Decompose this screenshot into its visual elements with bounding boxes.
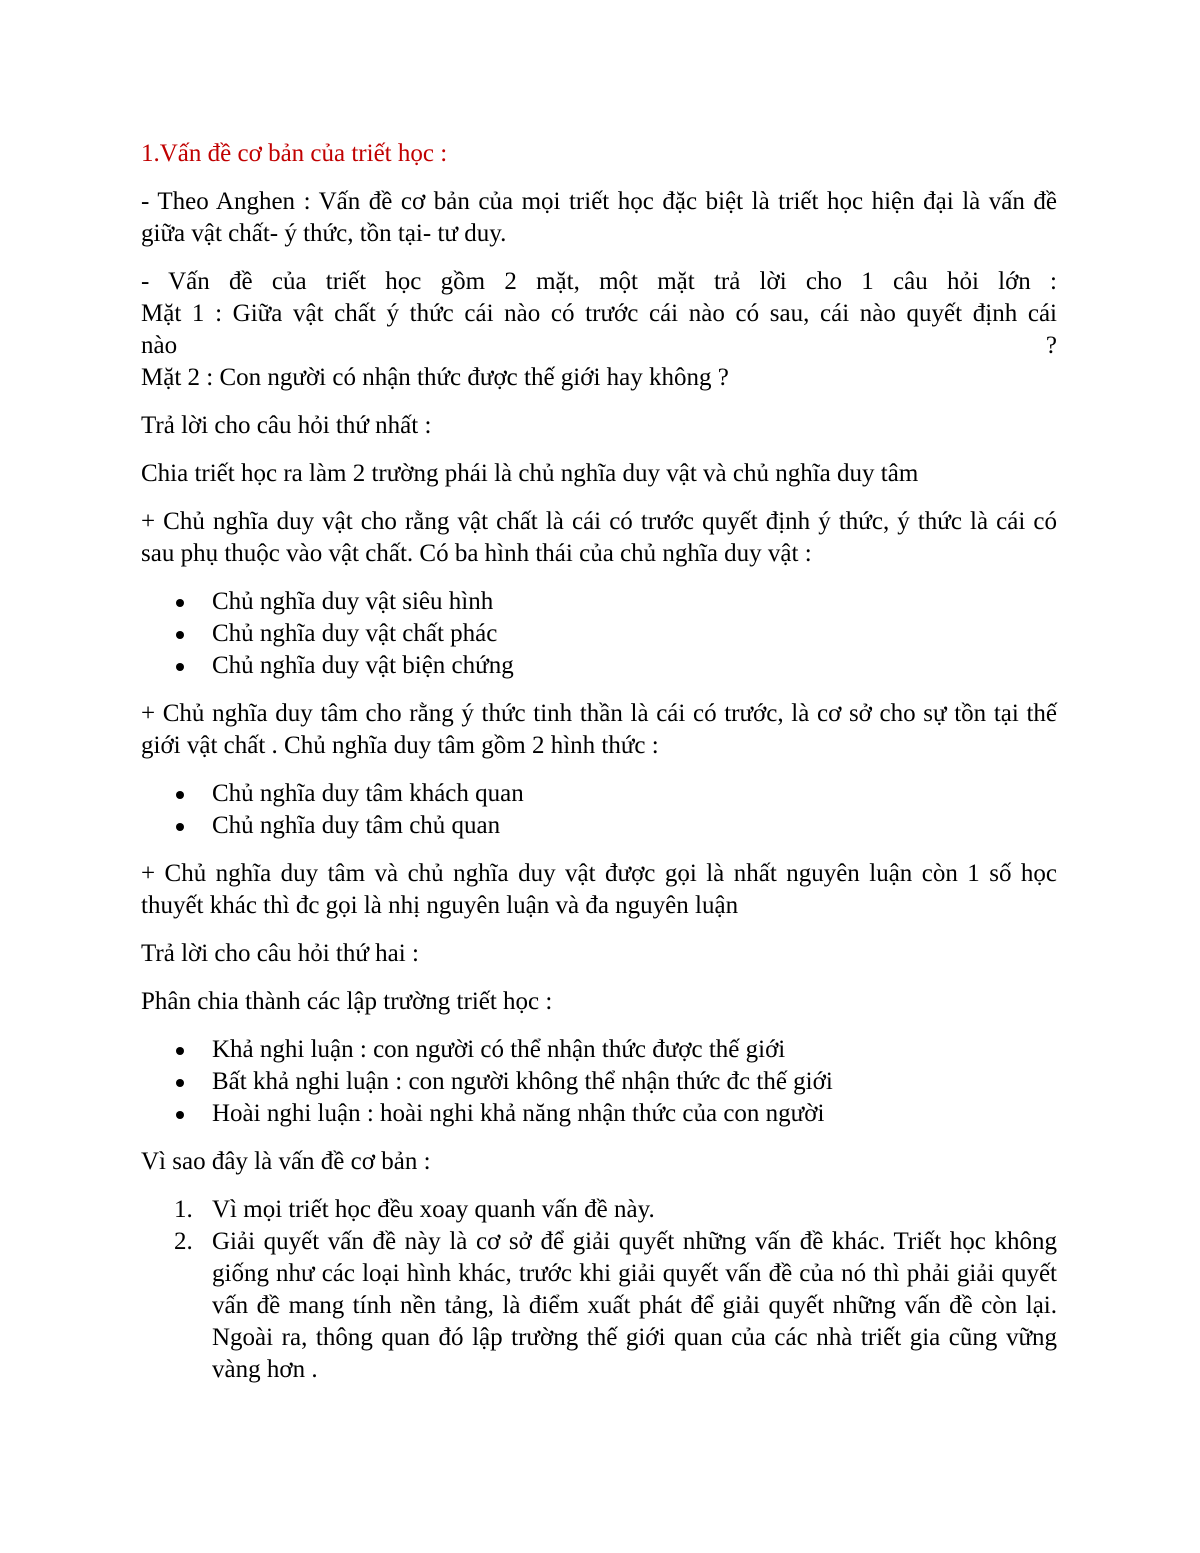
list-item: Chủ nghĩa duy vật siêu hình: [212, 586, 1057, 618]
positions-list: [141, 1034, 1057, 1130]
list-item: [174, 1194, 1057, 1226]
why-title: Vì sao đây là vấn đề cơ bản :: [141, 1148, 431, 1175]
materialism-forms-list: [141, 586, 1057, 682]
idealism-forms-list: [141, 778, 1057, 842]
list-number: 2.: [174, 1228, 193, 1255]
list-number: 1.: [174, 1196, 193, 1223]
answer-one-title: Trả lời cho câu hỏi thứ nhất :: [141, 412, 432, 439]
section-heading: 1.Vấn đề cơ bản của triết học :: [141, 140, 448, 167]
two-sides-paragraph: [141, 266, 1057, 394]
side-one-continuation: [141, 330, 1057, 362]
side-one-continuation-text: nào: [141, 332, 178, 359]
list-item: Chủ nghĩa duy tâm khách quan: [212, 778, 1057, 810]
monism-paragraph: + Chủ nghĩa duy tâm và chủ nghĩa duy vật được gọi là nhất nguyên luận còn 1 số học thuyết khác thì đc gọi là nhị nguyên luận và đa nguyên luận: [141, 860, 1057, 919]
list-item: Chủ nghĩa duy tâm chủ quan: [212, 810, 1057, 842]
schools-paragraph: Chia triết học ra làm 2 trường phái là chủ nghĩa duy vật và chủ nghĩa duy tâm: [141, 460, 919, 487]
two-sides-intro: - Vấn đề của triết học gồm 2 mặt, một mặt trả lời cho 1 câu hỏi lớn :: [141, 268, 1057, 295]
list-item-text: Giải quyết vấn đề này là cơ sở để giải quyết những vấn đề khác. Triết học không giống như các loại hình khác, trước khi giải quyết vấn đề của nó thì phải giải quyết vấn đề mang tính nền tảng, là điểm xuất phát để giải quyết những vấn đề còn lại. Ngoài ra, thông quan đó lập trường thế giới quan của các nhà triết gia cũng vững vàng hơn .: [212, 1228, 1057, 1383]
list-item-text: Vì mọi triết học đều xoay quanh vấn đề này.: [212, 1196, 655, 1223]
answer-two-title: Trả lời cho câu hỏi thứ hai :: [141, 940, 419, 967]
reasons-list: [141, 1194, 1057, 1386]
list-item: Bất khả nghi luận : con người không thể nhận thức đc thế giới: [212, 1066, 1057, 1098]
document-page: [141, 138, 1057, 1402]
list-item: Chủ nghĩa duy vật biện chứng: [212, 650, 1057, 682]
side-two-line: Mặt 2 : Con người có nhận thức được thế giới hay không ?: [141, 364, 729, 391]
list-item: Chủ nghĩa duy vật chất phác: [212, 618, 1057, 650]
side-one-line: Mặt 1 : Giữa vật chất ý thức cái nào có trước cái nào có sau, cái nào quyết định cái: [141, 300, 1057, 327]
positions-title: Phân chia thành các lập trường triết học :: [141, 988, 553, 1015]
list-item: [174, 1226, 1057, 1386]
list-item: Khả nghi luận : con người có thể nhận thức được thế giới: [212, 1034, 1057, 1066]
idealism-paragraph: + Chủ nghĩa duy tâm cho rằng ý thức tinh thần là cái có trước, là cơ sở cho sự tồn tại thế giới vật chất . Chủ nghĩa duy tâm gồm 2 hình thức :: [141, 700, 1057, 759]
materialism-paragraph: + Chủ nghĩa duy vật cho rằng vật chất là cái có trước quyết định ý thức, ý thức là cái có sau phụ thuộc vào vật chất. Có ba hình thái của chủ nghĩa duy vật :: [141, 508, 1057, 567]
anghen-paragraph: - Theo Anghen : Vấn đề cơ bản của mọi triết học đặc biệt là triết học hiện đại là vấn đề giữa vật chất- ý thức, tồn tại- tư duy.: [141, 188, 1057, 247]
list-item: Hoài nghi luận : hoài nghi khả năng nhận thức của con người: [212, 1098, 1057, 1130]
side-one-question-mark: ?: [1045, 332, 1057, 359]
